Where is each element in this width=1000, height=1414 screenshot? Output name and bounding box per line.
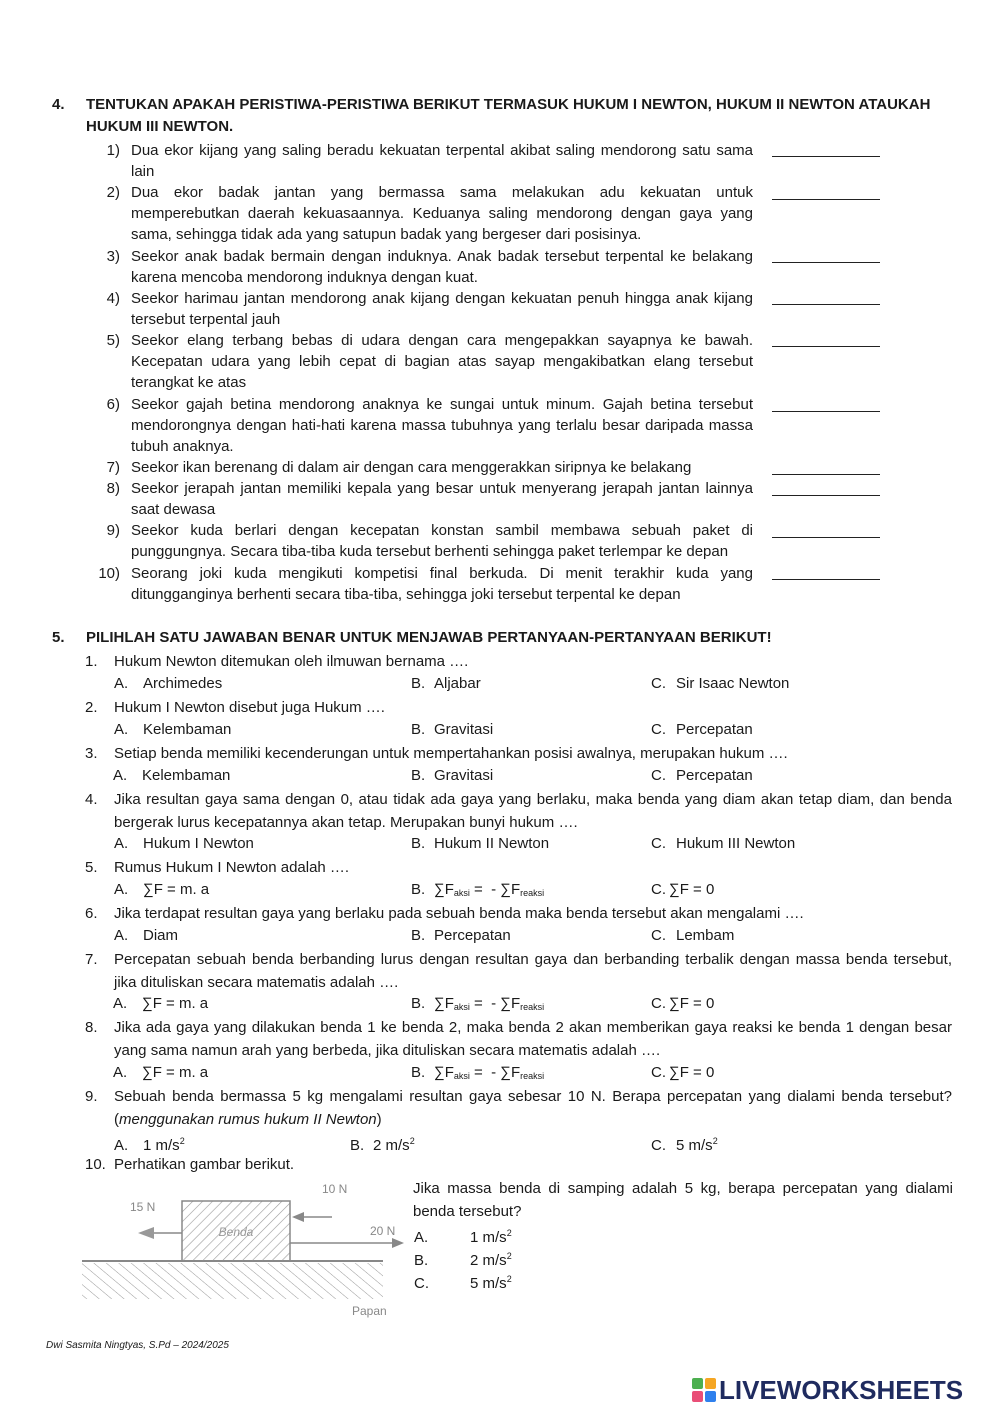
option-letter: A. [114,1137,129,1154]
question-number: 10. [85,1156,106,1173]
question-number: 1. [85,653,98,670]
s4-item-text: Seekor harimau jantan mendorong anak kijang dengan kekuatan penuh hingga anak kijang tersebut terpental jauh [131,290,753,328]
q4-option-a[interactable] [114,833,254,855]
question-number: 8. [85,1019,98,1036]
option-letter: C. [651,1064,666,1081]
s4-item-text: Seekor elang terbang bebas di udara dengan cara mengepakkan sayapnya ke bawah. Kecepatan udara yang lebih cepat di bagian atas sayap mengakibatkan elang tersebut terangkat ke atas [131,332,753,391]
floor-hatch [82,1263,383,1299]
q2-option-b[interactable] [411,719,493,741]
superscript: 2 [506,1251,512,1261]
superscript: 2 [506,1228,512,1238]
option-text: ∑F = 0 [669,1064,715,1081]
option-text: Percepatan [676,767,753,784]
q6-option-c[interactable] [651,925,734,947]
option-text: Percepatan [676,721,753,738]
question-text: Setiap benda memiliki kecenderungan untuk mempertahankan posisi awalnya, merupakan hukum …. [114,745,788,762]
question-text-main: Sebuah benda bermassa 5 kg mengalami resultan gaya sebesar 10 N. Berapa percepatan yang dialami benda tersebut? ( [114,1088,952,1128]
s4-item-number: 2) [106,184,120,201]
floor-label: Papan [352,1304,387,1318]
question-text-italic: menggunakan rumus hukum II Newton [119,1111,377,1128]
answer-blank-9[interactable] [772,537,880,538]
option-text: Archimedes [143,675,223,692]
option-text: Hukum III Newton [676,835,796,852]
question-number: 5. [85,859,98,876]
superscript: 2 [179,1136,185,1146]
subscript-reaksi: reaksi [520,1071,545,1081]
answer-blank-8[interactable] [772,495,880,496]
q8-option-b[interactable] [411,1062,544,1087]
footer-author: Dwi Sasmita Ningtyas, S.Pd – 2024/2025 [46,1340,229,1351]
question-text: Jika resultan gaya sama dengan 0, atau tidak ada gaya yang berlaku, maka benda yang diam akan tetap diam, dan benda bergerak lurus kecepatannya akan tetap. Merupakan bunyi hukum …. [114,791,952,831]
section4-number: 4. [52,96,65,113]
option-text: Gravitasi [434,721,494,738]
formula-middle: = - ∑F [469,995,521,1012]
section5-number: 5. [52,629,65,646]
q6-option-a[interactable] [114,925,178,947]
question-number: 3. [85,745,98,762]
option-letter: B. [411,1064,426,1081]
option-text: Gravitasi [434,767,494,784]
question-text-end: ) [376,1111,382,1128]
s4-item-number: 3) [106,248,120,265]
answer-blank-10[interactable] [772,579,880,580]
option-text: 5 m/s [470,1275,507,1292]
option-letter: C. [651,767,666,784]
question-text: Percepatan sebuah benda berbanding lurus dengan resultan gaya dan berbanding terbalik dengan massa benda tersebut, jika dituliskan secara matematis adalah …. [114,951,952,991]
logo-text: LIVEWORKSHEETS [719,1374,964,1405]
q1-option-a[interactable] [114,673,222,695]
option-letter: B. [414,1252,429,1269]
logo-square-blue [705,1391,716,1402]
answer-blank-2[interactable] [772,199,880,200]
s4-item-number: 6) [106,396,120,413]
s4-item-text: Dua ekor kijang yang saling beradu kekuatan terpental akibat saling mendorong satu sama lain [131,142,753,180]
option-letter: B. [411,927,426,944]
option-letter: B. [411,835,426,852]
force-diagram [78,1177,408,1319]
q5-option-a[interactable] [114,879,209,901]
section5-title-text: PILIHLAH SATU JAWABAN BENAR UNTUK MENJAWAB PERTANYAAN-PERTANYAAN BERIKUT! [86,629,772,646]
s4-item-number: 9) [106,522,120,539]
question-text: Jika ada gaya yang dilakukan benda 1 ke benda 2, maka benda 2 akan memberikan gaya reaksi ke benda 1 dengan besar yang sama namun arah yang berbeda, jika dituliskan secara matematis adalah …. [114,1019,952,1059]
option-text: ∑F = 0 [669,995,715,1012]
option-letter: C. [651,995,666,1012]
option-letter: C. [414,1275,429,1292]
s4-item-number: 8) [106,480,120,497]
option-letter: A. [114,721,129,738]
question-text: Rumus Hukum I Newton adalah …. [114,859,350,876]
option-text: 2 m/s [470,1252,507,1269]
question-text: Jika terdapat resultan gaya yang berlaku pada sebuah benda maka benda tersebut akan mengalami …. [114,905,804,922]
question-text [114,1085,952,1131]
s4-item-text: Seekor kuda berlari dengan kecepatan konstan sambil membawa sebuah paket di punggungnya. Secara tiba-tiba kuda tersebut berhenti sehingga paket terlempar ke depan [131,522,753,560]
option-letter: B. [350,1137,365,1154]
q7-option-c[interactable] [651,993,714,1015]
q4-option-b[interactable] [411,833,549,855]
option-letter: A. [114,675,129,692]
question-text: Hukum Newton ditemukan oleh ilmuwan bernama …. [114,653,469,670]
option-letter: B. [411,767,426,784]
s4-item-number: 7) [106,459,120,476]
q2-option-c[interactable] [651,719,753,741]
option-letter: B. [411,721,426,738]
option-letter: B. [411,675,426,692]
subscript-aksi: aksi [453,888,470,898]
q3-option-c[interactable] [651,765,753,787]
s4-item-text: Seekor anak badak bermain dengan induknya. Anak badak tersebut terpental ke belakang karena mencoba mendorong induknya dengan kuat. [131,248,753,286]
option-text: Sir Isaac Newton [676,675,790,692]
q7-option-a[interactable] [113,993,208,1015]
subscript-aksi: aksi [453,1071,470,1081]
liveworksheets-icon [692,1378,716,1402]
option-letter: C. [651,927,666,944]
formula-middle: = - ∑F [469,881,521,898]
option-letter: A. [414,1229,429,1246]
question-number: 6. [85,905,98,922]
option-text: Kelembaman [143,721,232,738]
question-text: Hukum I Newton disebut juga Hukum …. [114,699,385,716]
q5-option-c[interactable] [651,879,714,901]
s4-item-number: 5) [106,332,120,349]
q4-option-c[interactable] [651,833,795,855]
formula-sum-f: ∑F [434,1064,454,1081]
top-force-label: 10 N [322,1182,348,1196]
superscript: 2 [409,1136,415,1146]
s4-item-text: Seekor gajah betina mendorong anaknya ke sungai untuk minum. Gajah betina tersebut mendorongnya dengan hati-hati karena massa tubuhnya yang terlalu besar daripada massa tubuh anaknya. [131,396,753,455]
logo-square-pink [692,1391,703,1402]
q8-option-a[interactable] [113,1062,208,1084]
logo-square-green [692,1378,703,1389]
option-text: 1 m/s [470,1229,507,1246]
option-letter: A. [114,927,129,944]
answer-blank-1[interactable] [772,156,880,157]
liveworksheets-logo[interactable] [692,1374,963,1406]
q2-option-a[interactable] [114,719,231,741]
option-text: Hukum I Newton [143,835,254,852]
formula-middle: = - ∑F [469,1064,521,1081]
q3-option-b[interactable] [411,765,493,787]
option-letter: C. [651,721,666,738]
superscript: 2 [712,1136,718,1146]
question-number: 2. [85,699,98,716]
option-text: ∑F = m. a [142,995,209,1012]
block-label: Benda [218,1225,254,1239]
subscript-aksi: aksi [453,1002,470,1012]
section4-title-line2: HUKUM III NEWTON. [86,118,234,135]
s4-item-text: Seorang joki kuda mengikuti kompetisi final berkuda. Di menit terakhir kuda yang ditungganginya berhenti secara tiba-tiba, sehingga joki tersebut terpental ke depan [131,565,753,603]
logo-square-orange [705,1378,716,1389]
right-force-arrowhead [392,1238,404,1248]
right-force-label: 20 N [370,1224,396,1238]
top-force-arrowhead [292,1212,304,1222]
option-text: Diam [143,927,179,944]
q8-option-c[interactable] [651,1062,714,1084]
question-number: 4. [85,791,98,808]
option-letter: C. [651,881,666,898]
option-text: 1 m/s [143,1137,180,1154]
option-letter: A. [114,881,129,898]
q1-option-c[interactable] [651,673,789,695]
option-letter: C. [651,835,666,852]
answer-blank-4[interactable] [772,304,880,305]
section4-title-line1: TENTUKAN APAKAH PERISTIWA-PERISTIWA BERIKUT TERMASUK HUKUM I NEWTON, HUKUM II NEWTON ATAUKAH [86,96,931,113]
q6-option-b[interactable] [411,925,511,947]
answer-blank-3[interactable] [772,262,880,263]
s4-item-number: 4) [106,290,120,307]
question-number: 7. [85,951,98,968]
option-letter: B. [411,881,426,898]
option-letter: A. [113,1064,128,1081]
answer-blank-5[interactable] [772,346,880,347]
question-number: 9. [85,1088,98,1105]
option-letter: B. [411,995,426,1012]
option-text: Kelembaman [142,767,231,784]
q7-option-b[interactable] [411,993,544,1018]
formula-sum-f: ∑F [434,881,454,898]
s4-item-text: Dua ekor badak jantan yang bermassa sama melakukan adu kekuatan untuk memperebutkan daerah kekuasaannya. Keduanya saling mendorong dengan gaya yang sama, sehingga tidak ada yang satupun badak yang bergeser dari posisinya. [131,184,753,243]
answer-blank-7[interactable] [772,474,880,475]
q3-option-a[interactable] [113,765,230,787]
question-text: Perhatikan gambar berikut. [114,1156,295,1173]
s4-item-number: 10) [98,565,120,582]
option-text: Lembam [676,927,735,944]
s4-item-number: 1) [106,142,120,159]
option-letter: C. [651,1137,666,1154]
s4-item-text: Seekor ikan berenang di dalam air dengan cara menggerakkan siripnya ke belakang [131,459,692,476]
superscript: 2 [506,1274,512,1284]
option-text: Hukum II Newton [434,835,550,852]
option-text: Aljabar [434,675,481,692]
left-force-label: 15 N [130,1200,156,1214]
q10-side-text: Jika massa benda di samping adalah 5 kg, berapa percepatan yang dialami benda tersebut? [413,1180,953,1220]
option-letter: C. [651,675,666,692]
left-force-arrowhead [138,1227,154,1239]
option-text: ∑F = 0 [669,881,715,898]
option-text: ∑F = m. a [143,881,210,898]
option-text: Percepatan [434,927,511,944]
option-letter: A. [113,995,128,1012]
subscript-reaksi: reaksi [520,888,545,898]
option-text: 5 m/s [676,1137,713,1154]
s4-item-text: Seekor jerapah jantan memiliki kepala yang besar untuk menyerang jerapah jantan lainnya saat dewasa [131,480,753,518]
answer-blank-6[interactable] [772,411,880,412]
option-text: ∑F = m. a [142,1064,209,1081]
q1-option-b[interactable] [411,673,481,695]
option-letter: A. [113,767,128,784]
q5-option-b[interactable] [411,879,544,904]
subscript-reaksi: reaksi [520,1002,545,1012]
option-text: 2 m/s [373,1137,410,1154]
option-letter: A. [114,835,129,852]
formula-sum-f: ∑F [434,995,454,1012]
q10-option-c[interactable] [414,1268,512,1295]
